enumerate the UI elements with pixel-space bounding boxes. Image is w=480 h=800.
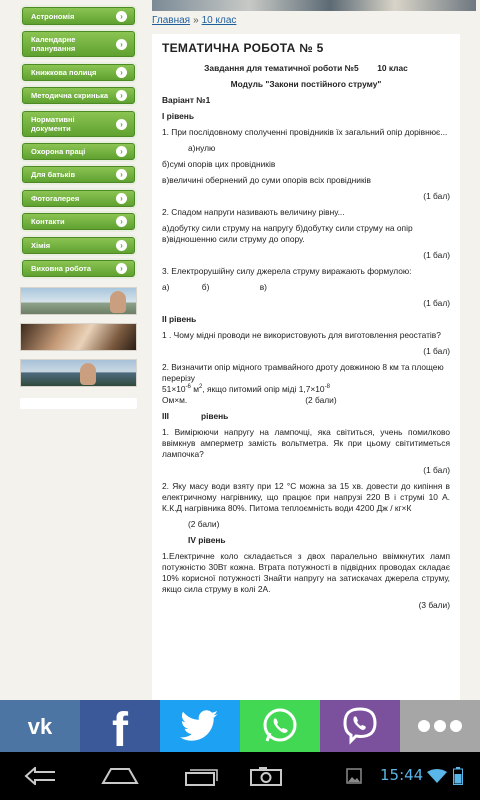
sidebar: [0, 0, 150, 700]
chevron-right-icon: ›: [116, 11, 127, 22]
question-text: 1. При послідовному сполученні провідників їх загальний опір дорівнює...: [162, 127, 448, 137]
image-icon: [346, 768, 362, 784]
share-more-button[interactable]: [400, 700, 480, 752]
question-text: 1.Електричне коло складається з двох паралельно ввімкнутих ламп потужністю 30Вт кожна. Втрата потужності в підвідних проводах складає 10% корисної потужності Знайти напругу на затискачах джерела струму, якщо сила струму в колі 2А.: [162, 551, 450, 594]
score-label: (1 бал): [423, 346, 450, 356]
score-label: (2 бали): [188, 519, 220, 529]
chevron-right-icon: ›: [116, 169, 127, 180]
question-text: 2. Спадом напруги називають величину рівну...: [162, 207, 345, 217]
sidebar-item-label: Фотогалерея: [31, 194, 80, 203]
variant-heading: Варіант №1: [162, 95, 211, 105]
page-title: ТЕМАТИЧНА РОБОТА № 5: [162, 41, 324, 55]
chevron-right-icon: ›: [116, 119, 127, 130]
status-clock: 15:44: [380, 766, 424, 784]
task-heading: Завдання для тематичної роботи №5 10 клас: [204, 63, 408, 73]
sidebar-item-photo-gallery[interactable]: [22, 190, 135, 207]
share-vk-button[interactable]: [0, 700, 80, 752]
answer-option: б)сумі опорів цих провідників: [162, 159, 276, 169]
sidebar-item-educational-work[interactable]: [22, 260, 135, 277]
svg-text:vk: vk: [27, 714, 53, 738]
answer-option: а)нулю: [188, 143, 216, 153]
more-icon: [417, 719, 463, 733]
header-banner-image: [152, 0, 476, 11]
breadcrumb-home-link[interactable]: Главная: [152, 15, 191, 26]
home-button[interactable]: [100, 764, 140, 788]
sidebar-item-calendar-planning[interactable]: [22, 31, 135, 57]
score-label: (1 бал): [423, 250, 450, 260]
sidebar-widget: [20, 398, 137, 409]
android-navigation-bar: [0, 752, 480, 800]
score-label: (1 бал): [423, 191, 450, 201]
sidebar-item-for-parents[interactable]: [22, 166, 135, 183]
sidebar-photo-1[interactable]: [20, 287, 137, 315]
sidebar-item-label: Методична скринька: [31, 91, 109, 100]
question-text: 1 . Чому мідні проводи не використовують для виготовлення реостатів?: [162, 330, 441, 340]
level-2-heading: ІІ рівень: [162, 314, 197, 324]
chevron-right-icon: ›: [116, 240, 127, 251]
score-label: (1 бал): [423, 465, 450, 475]
sidebar-item-bookshelf[interactable]: [22, 64, 135, 81]
back-button[interactable]: [22, 764, 58, 788]
sidebar-item-astronomy[interactable]: [22, 7, 135, 25]
question-text: 1. Вимірюючи напругу на лампочці, яка світиться, учень помилково ввімкнув амперметр замість вольтметра. Як при цьому світитиметься лампочка?: [162, 427, 450, 459]
wifi-icon: [427, 769, 447, 783]
level-4-heading: ІV рівень: [188, 535, 226, 545]
gallery-notification: [344, 764, 364, 788]
level-3-heading: ІІІ рівень: [162, 411, 229, 421]
sidebar-item-label: Астрономія: [31, 11, 75, 21]
recent-apps-icon: [183, 766, 219, 786]
question-text: 2. Визначити опір мідного трамвайного дроту довжиною 8 км та площею перерізу: [162, 362, 444, 383]
facebook-icon: [105, 704, 135, 748]
answer-options: а)добутку сили струму на напругу б)добутку сили струму на опір в)відношенню сили струму до опору.: [162, 223, 413, 244]
share-bar: [0, 700, 480, 752]
camera-icon: [249, 766, 283, 786]
article-content: [152, 34, 460, 700]
score-label: (3 бали): [418, 600, 450, 610]
answer-option: в)величині обернений до суми опорів всіх провідників: [162, 175, 371, 185]
screenshot-button[interactable]: [248, 764, 284, 788]
back-icon: [23, 767, 57, 785]
share-viber-button[interactable]: [320, 700, 400, 752]
score-label: (2 бали): [305, 395, 337, 405]
answer-option: а): [162, 282, 170, 292]
sidebar-item-label: Контакти: [31, 217, 65, 226]
svg-text:f: f: [112, 704, 128, 748]
chevron-right-icon: ›: [116, 263, 127, 274]
breadcrumb: [152, 15, 236, 26]
sidebar-photo-2[interactable]: [20, 323, 137, 351]
sidebar-item-chemistry[interactable]: [22, 237, 135, 254]
share-twitter-button[interactable]: [160, 700, 240, 752]
sidebar-item-labor-safety[interactable]: [22, 143, 135, 160]
chevron-right-icon: ›: [116, 216, 127, 227]
chevron-right-icon: ›: [116, 146, 127, 157]
chevron-right-icon: ›: [116, 193, 127, 204]
breadcrumb-separator: »: [193, 15, 199, 26]
vk-icon: [17, 714, 63, 738]
sidebar-item-label: Книжкова полиця: [31, 68, 97, 77]
question-text: 3. Електрорушійну силу джерела струму виражають формулою:: [162, 266, 412, 276]
sidebar-item-methodical-box[interactable]: [22, 87, 135, 104]
sidebar-item-label: Охорона праці: [31, 147, 86, 156]
level-1-heading: І рівень: [162, 111, 194, 121]
recent-apps-button[interactable]: [181, 764, 221, 788]
chevron-right-icon: ›: [116, 90, 127, 101]
sidebar-item-label: Для батьків: [31, 170, 76, 179]
formula-options: [162, 282, 450, 293]
chevron-right-icon: ›: [116, 67, 127, 78]
chevron-right-icon: ›: [116, 39, 127, 50]
twitter-icon: [180, 710, 220, 742]
whatsapp-icon: [260, 706, 300, 746]
answer-option: б): [201, 282, 210, 292]
battery-icon: [453, 767, 463, 785]
module-heading: Модуль "Закони постійного струму": [230, 79, 382, 89]
sidebar-item-normative-docs[interactable]: [22, 111, 135, 137]
sidebar-item-label: Нормативні документи: [31, 115, 75, 133]
question-units: Ом×м. (2 бали): [162, 395, 337, 405]
question-text: 2. Яку масу води взяту при 12 °С можна за 15 хв. довести до кипіння в електричному нагрівнику, що працює при напрузі 220 В і струмі 10 А. К.К.Д нагрівника 80%. Питома теплоємність води 4200 Дж / кг×К: [162, 481, 450, 513]
home-icon: [101, 767, 139, 785]
sidebar-item-label: Хімія: [31, 241, 51, 250]
wifi-status: [426, 764, 448, 788]
battery-status: [451, 764, 465, 788]
sidebar-photo-3[interactable]: [20, 359, 137, 387]
score-label: (1 бал): [423, 298, 450, 308]
sidebar-item-label: Виховна робота: [31, 264, 92, 273]
answer-option: в): [259, 282, 267, 292]
question-formula: $51\times 10^{-6}$ $м^2$, якщо питомий опір міді $1,7\times 10^{-8}$: [162, 384, 330, 394]
share-facebook-button[interactable]: [80, 700, 160, 752]
viber-icon: [340, 706, 380, 746]
breadcrumb-current-link[interactable]: 10 клас: [201, 15, 237, 26]
share-whatsapp-button[interactable]: [240, 700, 320, 752]
sidebar-item-contacts[interactable]: [22, 213, 135, 230]
sidebar-item-label: Календарне планування: [31, 35, 76, 53]
